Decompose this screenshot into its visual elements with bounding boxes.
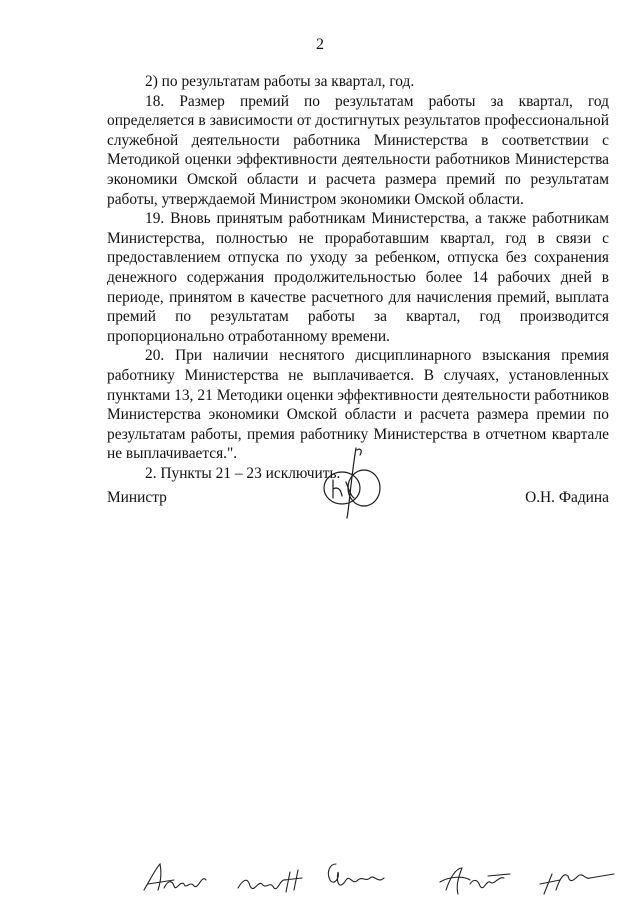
paragraph-20: 20. При наличии неснятого дисциплинарного взыскания премия работнику Министерства не выплачивается. В случаях, установленных пунктами 13, 21 Методики оценки эффективности деятельности работников Министерства экономики Омской области и расчета размера премии по результатам работы, премия работнику Министерства в отчетном квартале не выплачивается.".	[107, 347, 609, 463]
document-body	[107, 72, 609, 483]
paragraph-18: 18. Размер премий по результатам работы за квартал, год определяется в зависимости от достигнутых результатов профессиональной служебной деятельности работника Министерства в соответствии с Методикой оценки эффективности деятельности работников Министерства экономики Омской области и расчета размера премий по результатам работы, утверждаемой Министром экономики Омской области.	[107, 92, 609, 208]
signer-name: О.Н. Фадина	[525, 489, 609, 506]
minister-signature	[316, 446, 386, 520]
paragraph-19: 19. Вновь принятым работникам Министерства, а также работникам Министерства, полностью не проработавшим квартал, год в связи с предоставлением отпуска по уходу за ребенком, отпуска без сохранения денежного содержания продолжительностью более 14 рабочих дней в периоде, принятом в качестве расчетного для начисления премий, выплата премий по результатам работы за квартал, год производится пропорционально отработанному времени.	[107, 210, 609, 345]
paragraph-item-2: 2) по результатам работы за квартал, год.	[145, 73, 415, 90]
paragraph-clause-2: 2. Пункты 21 – 23 исключить.	[145, 464, 341, 482]
approval-initials	[140, 850, 620, 902]
signer-title: Министр	[107, 489, 167, 506]
page-number: 2	[316, 36, 324, 53]
